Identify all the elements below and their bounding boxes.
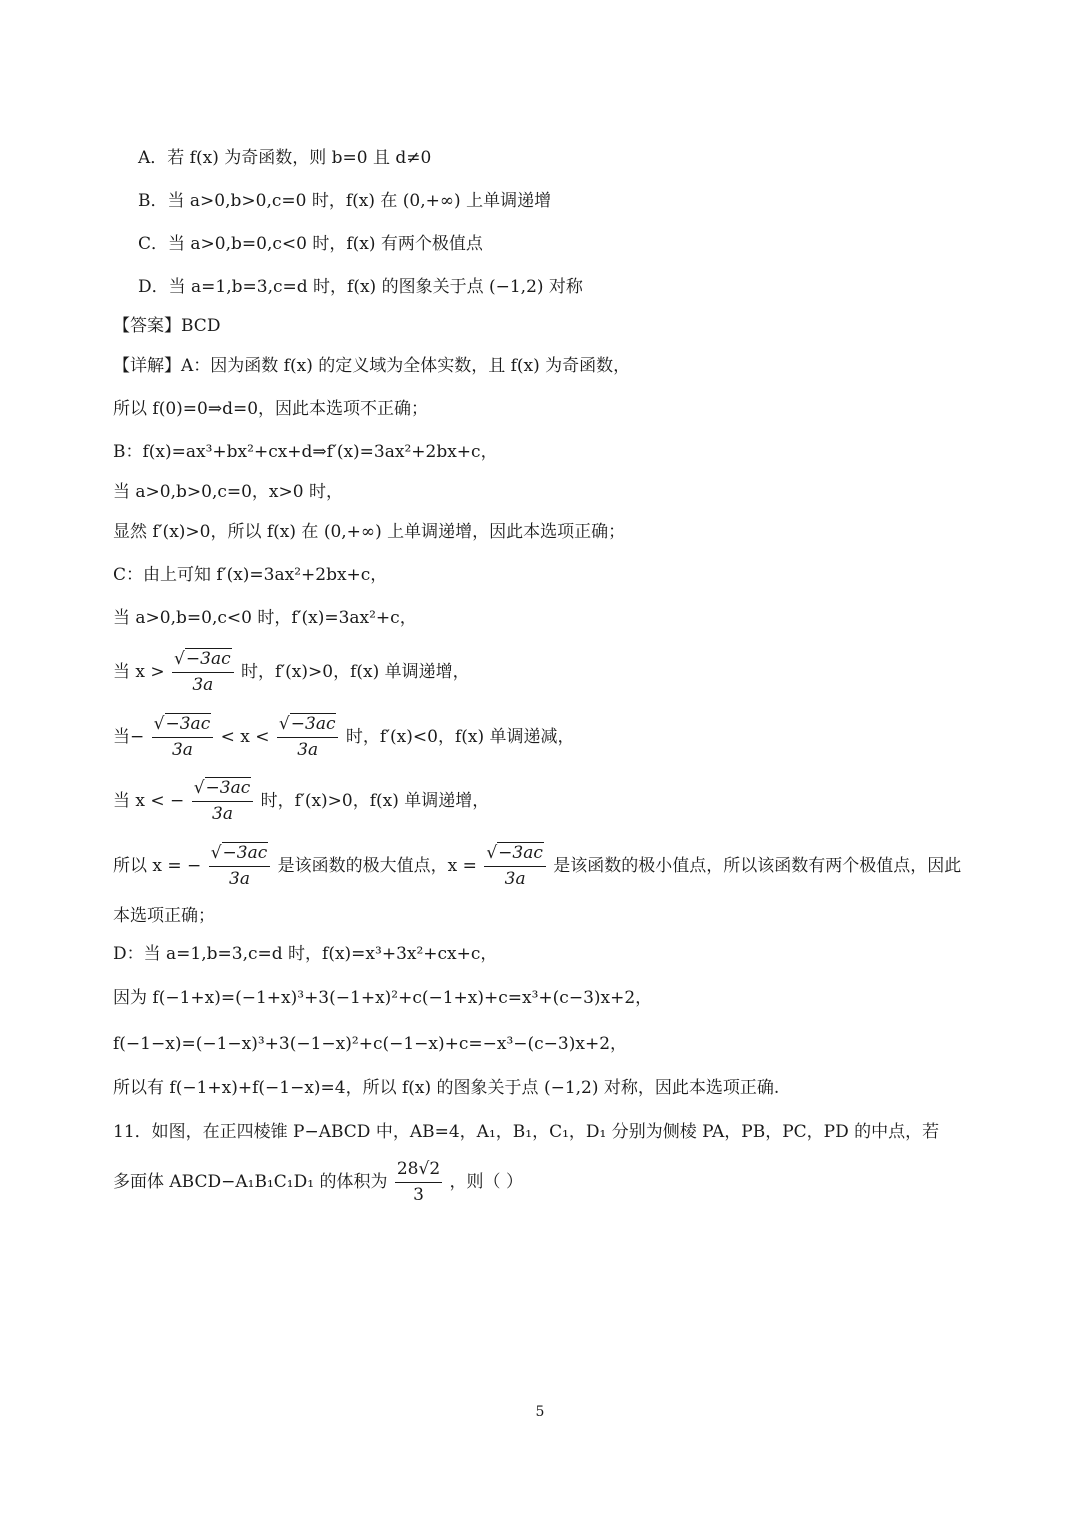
option-a: A．若 f(x) 为奇函数，则 b=0 且 d≠0	[138, 148, 432, 168]
fraction-sqrt-3ac-over-3a: $\frac{√-3ac}{3a}$	[172, 650, 234, 695]
explanation-line-3: B：f(x)=ax³+bx²+cx+d⇒f′(x)=3ax²+2bx+c，	[113, 442, 498, 462]
fraction-sqrt-3ac-over-3a: $\frac{√-3ac}{3a}$	[277, 715, 339, 760]
explanation-line-13: D：当 a=1,b=3,c=d 时，f(x)=x³+3x²+cx+c，	[113, 944, 498, 964]
question-11-line-2	[113, 1160, 523, 1205]
text: 时，f′(x)>0，f(x) 单调递增，	[260, 791, 490, 812]
fraction-volume: $\frac{28√2}{3}$	[396, 1159, 441, 1205]
explanation-line-2: 所以 f(0)=0⇒d=0，因此本选项不正确；	[113, 399, 429, 419]
fraction-sqrt-3ac-over-3a: $\frac{√-3ac}{3a}$	[152, 715, 214, 760]
explanation-line-14: 因为 f(−1+x)=(−1+x)³+3(−1+x)²+c(−1+x)+c=x³+(c−3)x+2，	[113, 988, 653, 1008]
text: 当 x >	[113, 662, 165, 683]
text: < x <	[220, 727, 270, 748]
page-number: 5	[535, 1404, 545, 1420]
explanation-line-6: C：由上可知 f′(x)=3ax²+2bx+c，	[113, 565, 388, 585]
explanation-line-10	[113, 779, 489, 824]
explanation-line-12: 本选项正确；	[113, 906, 215, 926]
text: 是该函数的极大值点，x =	[277, 856, 477, 877]
fraction-sqrt-3ac-over-3a: $\frac{√-3ac}{3a}$	[192, 779, 254, 824]
option-c: C．当 a>0,b=0,c<0 时，f(x) 有两个极值点	[138, 234, 483, 254]
option-b: B．当 a>0,b>0,c=0 时，f(x) 在 (0,+∞) 上单调递增	[138, 191, 552, 211]
explanation-line-8	[113, 650, 470, 695]
explanation-line-16: 所以有 f(−1+x)+f(−1−x)=4，所以 f(x) 的图象关于点 (−1,2) 对称，因此本选项正确.	[113, 1078, 780, 1098]
fraction-sqrt-3ac-over-3a: $\frac{√-3ac}{3a}$	[209, 844, 271, 889]
explanation-line-11	[113, 844, 961, 889]
explanation-line-9	[113, 715, 575, 760]
fraction-sqrt-3ac-over-3a: $\frac{√-3ac}{3a}$	[484, 844, 546, 889]
question-11-line-1: 11．如图，在正四棱锥 P−ABCD 中，AB=4，A₁，B₁，C₁，D₁ 分别为侧棱 PA，PB，PC，PD 的中点，若	[113, 1122, 940, 1142]
text: 当−	[113, 727, 145, 748]
explanation-line-1: 【详解】A：因为函数 f(x) 的定义域为全体实数，且 f(x) 为奇函数，	[113, 356, 631, 376]
text: 时，f′(x)<0，f(x) 单调递减，	[345, 727, 575, 748]
text: 当 x < −	[113, 791, 185, 812]
explanation-line-5: 显然 f′(x)>0，所以 f(x) 在 (0,+∞) 上单调递增，因此本选项正确；	[113, 522, 626, 542]
option-d: D．当 a=1,b=3,c=d 时，f(x) 的图象关于点 (−1,2) 对称	[138, 277, 583, 297]
text: 时，f′(x)>0，f(x) 单调递增，	[241, 662, 470, 683]
explanation-line-7: 当 a>0,b=0,c<0 时，f′(x)=3ax²+c，	[113, 608, 417, 628]
answer: 【答案】BCD	[113, 316, 221, 336]
text: 多面体 ABCD−A₁B₁C₁D₁ 的体积为	[113, 1172, 388, 1193]
text: ，则（ ）	[449, 1172, 523, 1193]
explanation-line-15: f(−1−x)=(−1−x)³+3(−1−x)²+c(−1−x)+c=−x³−(c−3)x+2，	[113, 1034, 628, 1054]
explanation-line-4: 当 a>0,b>0,c=0，x>0 时，	[113, 482, 343, 502]
text: 是该函数的极小值点，所以该函数有两个极值点，因此	[553, 856, 962, 877]
text: 所以 x = −	[113, 856, 202, 877]
